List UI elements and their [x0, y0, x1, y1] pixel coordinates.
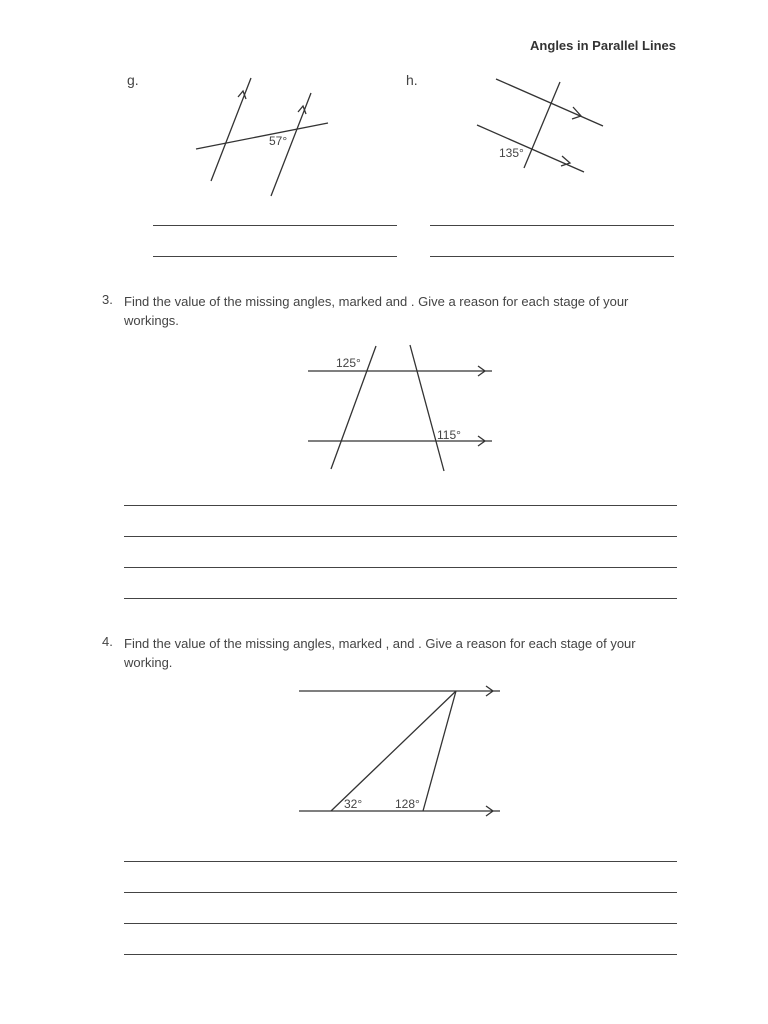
question-3-number: 3.	[102, 292, 113, 307]
answer-line[interactable]	[124, 923, 677, 924]
part-h-label: h.	[406, 72, 418, 88]
angle-label-125: 125°	[336, 356, 361, 370]
angle-label-128: 128°	[395, 797, 420, 811]
diagram-q4-line-left	[331, 691, 456, 811]
angle-label-115: 115°	[437, 428, 461, 442]
answer-line[interactable]	[124, 861, 677, 862]
question-3-text: Find the value of the missing angles, marked and . Give a reason for each stage of your workings.	[124, 294, 629, 328]
question-4-text: Find the value of the missing angles, marked , and . Give a reason for each stage of your working.	[124, 636, 636, 670]
angle-label-g: 57°	[269, 134, 288, 148]
angle-label-32: 32°	[344, 797, 363, 811]
question-4-number: 4.	[102, 634, 113, 649]
page-title: Angles in Parallel Lines	[530, 38, 676, 53]
answer-line[interactable]	[124, 954, 677, 955]
diagram-q4-line-right	[423, 691, 456, 811]
angle-label-h: 135°	[499, 146, 524, 160]
answer-line[interactable]	[124, 892, 677, 893]
part-g-label: g.	[127, 72, 139, 88]
